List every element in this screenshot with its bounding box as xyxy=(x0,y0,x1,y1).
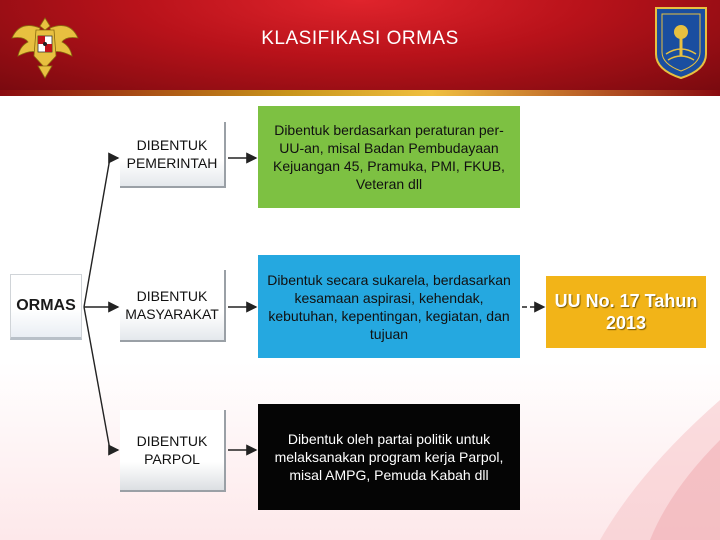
description-masyarakat: Dibentuk secara sukarela, berdasarkan kesamaan aspirasi, kehendak, kebutuhan, kepentingan, kegiatan, dan tujuan xyxy=(258,255,520,358)
ormas-root-node: ORMAS xyxy=(10,274,82,340)
type-node-masyarakat: DIBENTUK MASYARAKAT xyxy=(120,270,226,342)
law-reference-node: UU No. 17 Tahun 2013 xyxy=(546,276,706,348)
connector-root-to-pemerintah xyxy=(84,158,118,307)
description-parpol: Dibentuk oleh partai politik untuk melaksanakan program kerja Parpol, misal AMPG, Pemuda Kabah dll xyxy=(258,404,520,510)
type-node-parpol: DIBENTUK PARPOL xyxy=(120,410,226,492)
type-node-pemerintah: DIBENTUK PEMERINTAH xyxy=(120,122,226,188)
description-pemerintah: Dibentuk berdasarkan peraturan per-UU-an, misal Badan Pembudayaan Kejuangan 45, Pramuka, PMI, FKUB, Veteran dll xyxy=(258,106,520,208)
connector-root-to-parpol xyxy=(84,307,118,450)
page-title: KLASIFIKASI ORMAS xyxy=(261,28,459,49)
